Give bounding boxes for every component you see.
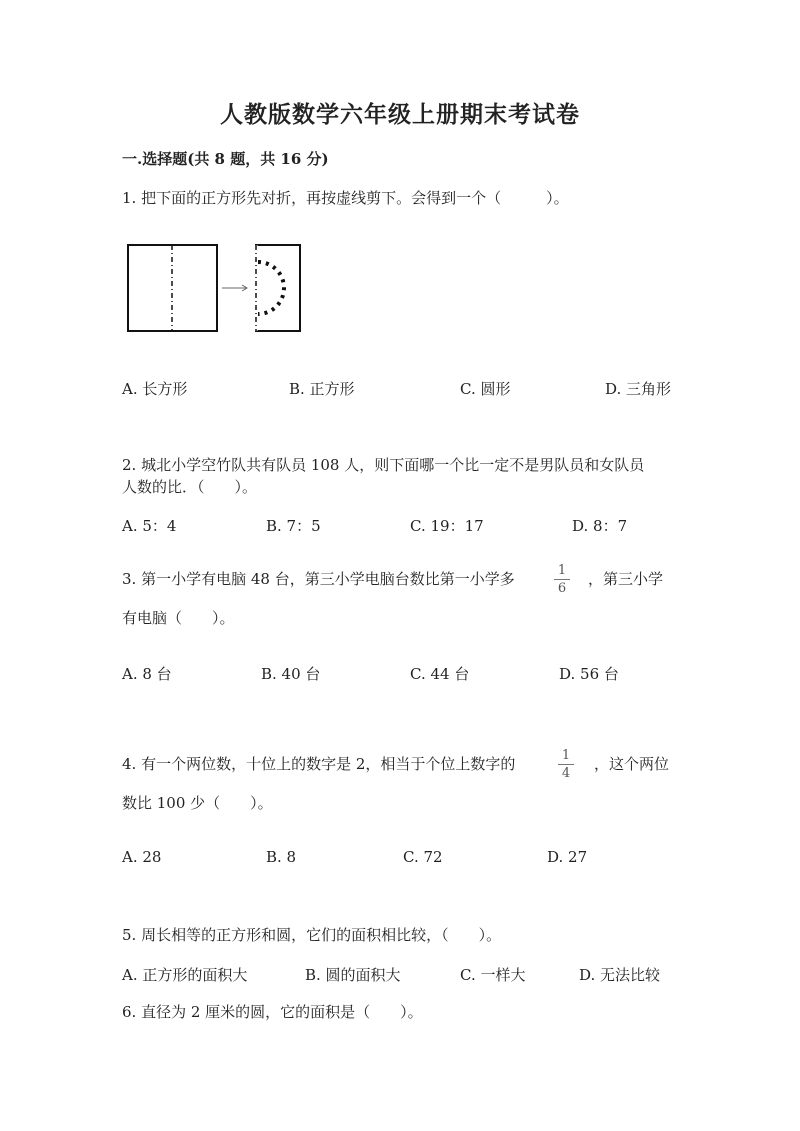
cut-curve <box>258 262 284 314</box>
question-3-text-a: 3. 第一小学有电脑 48 台，第三小学电脑台数比第一小学多 <box>122 570 515 588</box>
section-heading: 一.选择题(共 8 题，共 16 分) <box>122 150 329 168</box>
q2-option-a[interactable]: A. 5：4 <box>122 517 177 535</box>
question-3-text-line2: 有电脑（ ）。 <box>122 609 235 627</box>
question-3-text-b: ，第三小学 <box>588 570 664 588</box>
q5-option-d[interactable]: D. 无法比较 <box>579 966 661 984</box>
q3-option-b[interactable]: B. 40 台 <box>261 665 321 683</box>
q2-option-c[interactable]: C. 19：17 <box>410 517 484 535</box>
question-4-text-b: ，这个两位 <box>594 755 670 773</box>
q3-fraction <box>554 563 570 596</box>
q5-option-a[interactable]: A. 正方形的面积大 <box>122 966 248 984</box>
q4-option-d[interactable]: D. 27 <box>547 848 588 866</box>
q3-fraction-denominator: 6 <box>557 581 567 596</box>
q4-fraction-numerator: 1 <box>561 748 571 763</box>
question-2-text-line1: 2. 城北小学空竹队共有队员 108 人，则下面哪一个比一定不是男队员和女队员 <box>122 456 645 474</box>
fold-cut-figure <box>122 240 302 336</box>
question-1-text: 1. 把下面的正方形先对折，再按虚线剪下。会得到一个（ ）。 <box>122 189 569 207</box>
question-5-text: 5. 周长相等的正方形和圆，它们的面积相比较，（ ）。 <box>122 926 502 944</box>
q4-option-c[interactable]: C. 72 <box>403 848 443 866</box>
q2-option-b[interactable]: B. 7：5 <box>266 517 321 535</box>
q3-option-d[interactable]: D. 56 台 <box>559 665 619 683</box>
q5-option-b[interactable]: B. 圆的面积大 <box>305 966 401 984</box>
question-6-text: 6. 直径为 2 厘米的圆，它的面积是（ ）。 <box>122 1003 423 1021</box>
q1-option-b[interactable]: B. 正方形 <box>289 380 355 398</box>
q1-option-a[interactable]: A. 长方形 <box>122 380 188 398</box>
question-4-text-a: 4. 有一个两位数，十位上的数字是 2，相当于个位上数字的 <box>122 755 516 773</box>
q3-fraction-numerator: 1 <box>557 563 567 578</box>
q3-option-a[interactable]: A. 8 台 <box>122 665 172 683</box>
q4-fraction <box>558 748 574 781</box>
question-2-text-line2: 人数的比．（ ）。 <box>122 478 258 496</box>
page-title: 人教版数学六年级上册期末考试卷 <box>220 101 580 128</box>
q1-option-d[interactable]: D. 三角形 <box>605 380 672 398</box>
q1-option-c[interactable]: C. 圆形 <box>460 380 511 398</box>
q3-option-c[interactable]: C. 44 台 <box>410 665 470 683</box>
q4-option-b[interactable]: B. 8 <box>266 848 297 866</box>
q2-option-d[interactable]: D. 8：7 <box>572 517 628 535</box>
q4-option-a[interactable]: A. 28 <box>122 848 162 866</box>
q4-fraction-denominator: 4 <box>561 766 571 781</box>
q5-option-c[interactable]: C. 一样大 <box>460 966 526 984</box>
folded-rect-shape <box>256 245 300 331</box>
question-4-text-line2: 数比 100 少（ ）。 <box>122 794 273 812</box>
